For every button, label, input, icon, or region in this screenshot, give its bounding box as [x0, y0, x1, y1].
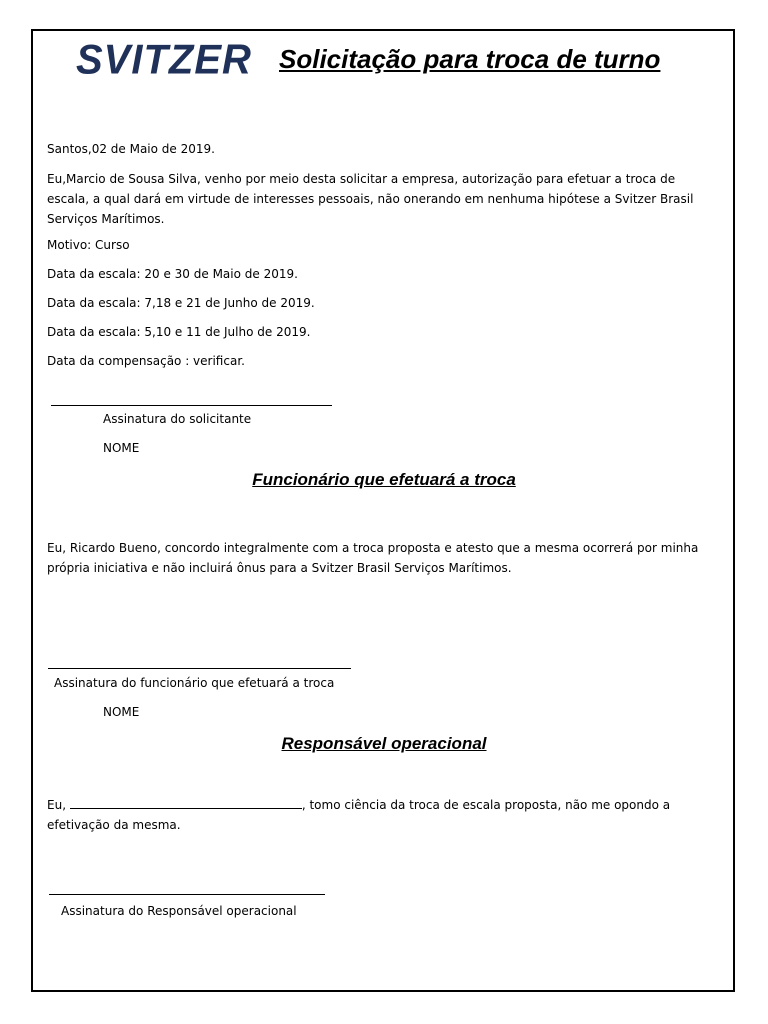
- employee-signature-line: [48, 668, 351, 669]
- operational-signature-label: Assinatura do Responsável operacional: [61, 904, 297, 918]
- document-title: Solicitação para troca de turno: [279, 44, 661, 74]
- escala-line-3: Data da escala: 5,10 e 11 de Julho de 2019.: [47, 325, 311, 339]
- employee-body: Eu, Ricardo Bueno, concordo integralmente com a troca proposta e atesto que a mesma ocorrerá por minha própria iniciativa e não incluirá ônus para a Svitzer Brasil Serviços Marítimos.: [47, 541, 699, 575]
- motivo-line: Motivo: Curso: [47, 238, 130, 252]
- employee-heading: Funcionário que efetuará a troca: [252, 470, 516, 489]
- requester-name-label: NOME: [103, 441, 140, 455]
- escala-line-2: Data da escala: 7,18 e 21 de Junho de 2019.: [47, 296, 315, 310]
- date-line: Santos,02 de Maio de 2019.: [47, 142, 215, 156]
- requester-signature-label: Assinatura do solicitante: [103, 412, 252, 426]
- employee-name-label: NOME: [103, 705, 140, 719]
- operational-heading: Responsável operacional: [281, 734, 487, 753]
- escala-line-1: Data da escala: 20 e 30 de Maio de 2019.: [47, 267, 298, 281]
- responsible-name-blank: [70, 796, 302, 809]
- company-logo: SVITZER: [76, 36, 252, 84]
- operational-body-suffix: , tomo ciência da troca de escala proposta, não me opondo a efetivação da mesma.: [47, 798, 671, 832]
- request-body: Eu,Marcio de Sousa Silva, venho por meio desta solicitar a empresa, autorização para efetuar a troca de escala, a qual dará em virtude de interesses pessoais, não onerando em nenhuma hipótese a Svitzer Brasil Serviços Marítimos.: [47, 172, 694, 226]
- compensacao-line: Data da compensação : verificar.: [47, 354, 245, 368]
- operational-body-prefix: Eu,: [47, 798, 67, 812]
- requester-signature-line: [51, 405, 332, 406]
- employee-signature-label: Assinatura do funcionário que efetuará a troca: [54, 676, 335, 690]
- operational-body: [47, 795, 719, 835]
- operational-signature-line: [49, 894, 325, 895]
